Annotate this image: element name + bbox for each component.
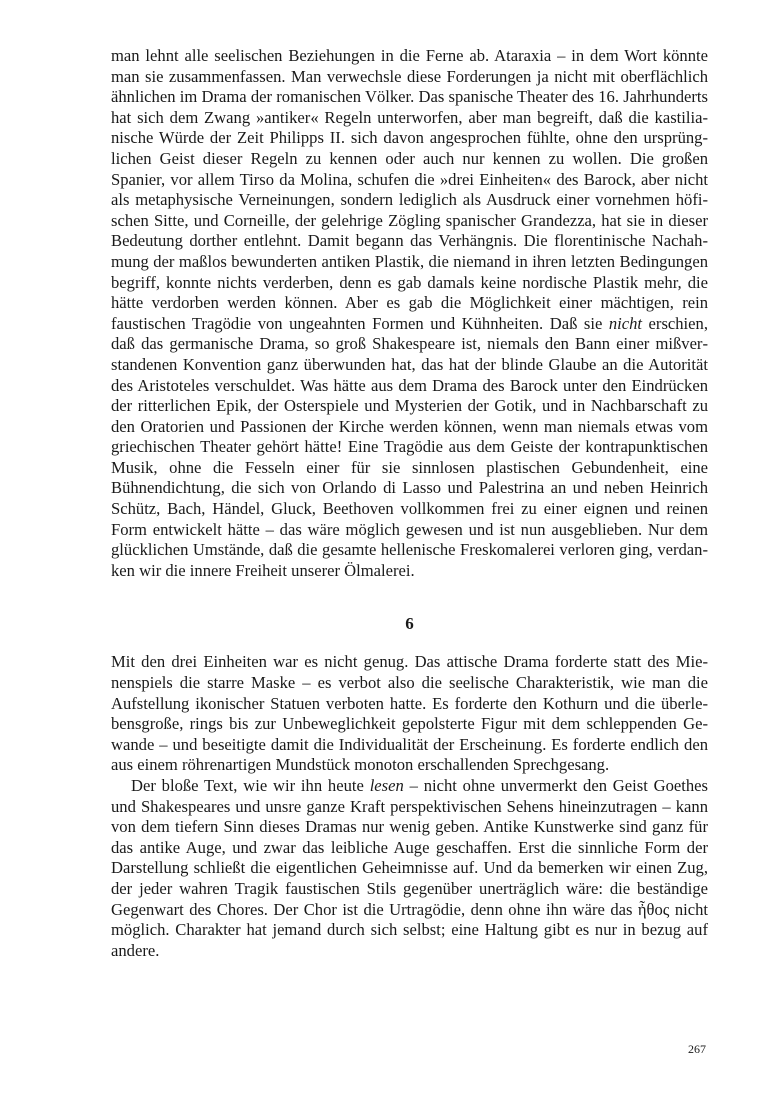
emphasis-text: lesen <box>369 776 404 795</box>
paragraph-text: Der bloße Text, wie wir ihn heute <box>131 776 370 795</box>
emphasis-text: nicht <box>608 313 643 333</box>
paragraph-text: – nicht ohne unvermerkt den Geist Goethes und Shakespeares und unsre ganze Kraft perspektivischen Sehens hineinzutragen – kann von dem tiefern Sinn dieses Dramas nur wenig geben. Antike Kunstwerke sind ganz für das antike Auge, und zwar das leibliche Auge geschaffen. Erst die sinnliche Form der Darstellung schließt die eigentlichen Geheimnisse auf. Und da bemerken wir einen Zug, der jeder wahren Tragik faustischen Stils gegenüber unerträglich wäre: die beständige Gegenwart des Chores. Der Chor ist die Urtragödie, denn ohne ihn wäre das ἦθος nicht möglich. Charakter hat jemand durch sich selbst; eine Haltung gibt es nur in bezug auf andere. <box>111 776 708 960</box>
page-number: 267 <box>688 1042 706 1056</box>
page-body <box>111 46 708 961</box>
section-number: 6 <box>405 614 414 634</box>
paragraph <box>111 46 708 581</box>
paragraph: Mit den drei Einheiten war es nicht genug. Das attische Drama forderte statt des Mienenspiels die starre Maske – es verbot also die seelische Charakteristik, wie man die Aufstellung ikonischer Statuen verboten hatte. Es forderte den Kothurn und die überlebensgroße, rings bis zur Unbeweglichkeit gepolsterte Figur mit dem schleppenden Gewande – und beseitigte damit die Individualität der Erscheinung. Es forderte endlich den aus einem röhrenartigen Mundstück monoton erschallenden Sprechgesang. <box>111 652 708 775</box>
paragraph-text: man lehnt alle seelischen Beziehungen in die Ferne ab. Ataraxia – in dem Wort könnte man sie zusammenfassen. Man verwechsle diese Forderungen ja nicht mit oberflächlich ähnlichen im Drama der romanischen Völker. Das spanische Theater des 16. Jahrhunderts hat sich dem Zwang »antiker« Regeln unterworfen, aber man begreift, daß die kastilianische Würde der Zeit Philipps II. sich davon angesprochen fühlte, ohne den ursprünglichen Geist dieser Regeln zu kennen oder auch nur kennen zu wollen. Die großen Spanier, vor allem Tirso da Molina, schufen die »drei Einheiten« des Barock, aber nicht als metaphysische Verneinungen, sondern lediglich als Ausdruck einer vornehmen höfischen Sitte, und Corneille, der gelehrige Zögling spanischer Grandezza, hat sie in dieser Bedeutung dorther entlehnt. Damit begann das Verhängnis. Die florentinische Nachahmung der maßlos bewunderten antiken Plastik, die niemand in ihren letzten Bedingungen begriff, konnte nichts verderben, denn es gab damals keine nordische Plastik mehr, die hätte verdorben werden können. Aber es gab die Möglichkeit einer mächtigen, rein faustischen Tragödie von ungeahnten Formen und Kühnheiten. Daß sie <box>111 46 708 333</box>
paragraph-text: erschien, daß das germanische Drama, so groß Shakespeare ist, niemals den Bann einer mißverstandenen Konvention ganz überwunden hat, das hat der blinde Glaube an die Autorität des Aristoteles verschuldet. Was hätte aus dem Drama des Barock unter den Eindrücken der ritterlichen Epik, der Osterspiele und Mysterien der Gotik, und in Nachbarschaft zu den Oratorien und Passionen der Kirche werden können, wenn man niemals etwas vom griechischen Theater gehört hätte! Eine Tragödie aus dem Geiste der kontrapunktischen Musik, ohne die Fesseln einer für sie sinnlosen plastischen Gebundenheit, eine Bühnendichtung, die sich von Orlando di Lasso und Palestrina an und neben Heinrich Schütz, Bach, Händel, Gluck, Beethoven vollkommen frei zu einer eignen und reinen Form entwickelt hätte – das wäre möglich gewesen und ist nun ausgeblieben. Nur dem glücklichen Umstände, daß die gesamte hellenische Freskomalerei verloren ging, verdanken wir die innere Freiheit unserer Ölmalerei. <box>111 313 708 580</box>
paragraph <box>111 776 708 961</box>
